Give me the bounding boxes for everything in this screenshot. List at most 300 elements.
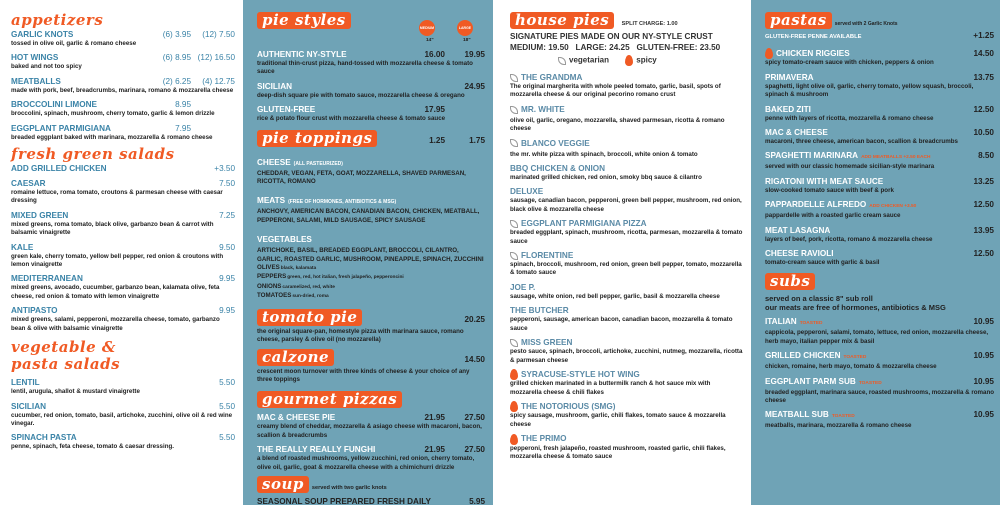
item-description: a blend of roasted mushrooms, yellow zucchini, red onion, cherry tomato, olive oil, garlic, goat & mozzarella cheese with a chimichurri drizzle: [257, 455, 475, 471]
item-description: chicken, romaine, herb mayo, tomato & mozzarella cheese: [765, 363, 937, 371]
item-name-text: SYRACUSE-STYLE HOT WING: [521, 369, 640, 379]
item-name: [11, 52, 147, 63]
pasta-item: [765, 127, 994, 146]
appetizer-item: [11, 52, 235, 71]
item-header: [11, 99, 235, 110]
item-name-text: EGGPLANT PARM SUB: [765, 376, 856, 386]
pasta-item: [765, 199, 994, 220]
house-pies-list: [510, 72, 743, 461]
item-description: lentil, arugula, shallot & mustard vinaigrette: [11, 388, 140, 396]
item-name-text: MEDITERRANEAN: [11, 274, 83, 284]
vegetables-label: VEGETABLES: [257, 235, 312, 245]
item-name-text: MEATBALL SUB: [765, 410, 829, 420]
item-header: [765, 225, 994, 236]
item-name-text: BAKED ZITI: [765, 104, 811, 114]
item-name: [257, 81, 405, 92]
item-name: [765, 350, 974, 363]
item-header: [11, 29, 235, 40]
item-description: sausage, canadian bacon, pepperoni, green bell pepper, mushroom, red onion, black olive & mozzarella cheese: [510, 197, 742, 213]
item-name: [510, 282, 743, 293]
item-name-text: THE GRANDMA: [521, 73, 583, 82]
appetizer-item: [11, 123, 235, 142]
item-header: [510, 282, 743, 293]
vegetarian-leaf-icon: [510, 220, 518, 228]
item-description: romaine lettuce, roma tomato, croutons & parmesan cheese with caesar dressing: [11, 189, 223, 205]
item-name: [510, 138, 743, 151]
item-price-p2: (12) 7.50: [202, 30, 235, 39]
item-name: [11, 401, 219, 412]
item-name: [11, 76, 147, 87]
large-size-label: 18": [463, 38, 471, 43]
salads-list: [11, 178, 235, 333]
column-pastas-subs: [751, 0, 1000, 505]
item-name: [510, 433, 743, 444]
item-header: [765, 248, 994, 259]
item-description: made with pork, beef, breadcrumbs, marinara, romano & mozzarella cheese: [11, 86, 234, 94]
item-name-text: BLANCO VEGGIE: [521, 138, 590, 148]
item-name: [11, 273, 219, 284]
pasta-item: [765, 225, 994, 244]
tomato-pie-price: 20.25: [464, 314, 485, 324]
onions-label: ONIONS: [257, 282, 282, 290]
item-header: [510, 305, 743, 316]
item-header: [11, 305, 235, 316]
vegetables-list: ARTICHOKE, BASIL, BREADED EGGPLANT, BROCCOLI, CILANTRO, GARLIC, ROASTED GARLIC, MUSHROOM, PINEAPPLE, SPINACH, ZUCCHINI: [257, 247, 484, 263]
item-description: penne, spinach, feta cheese, tomato & caesar dressing.: [11, 443, 174, 451]
pie-toppings-row: [257, 130, 485, 147]
item-name: [765, 316, 974, 329]
item-name: [510, 369, 743, 380]
item-header: [765, 127, 994, 138]
item-name: [765, 225, 974, 236]
item-name-text: HOT WINGS: [11, 53, 59, 63]
item-price-p2: 24.95: [464, 81, 485, 91]
salad-item: [11, 210, 235, 238]
vegetarian-legend: vegetarian: [569, 55, 610, 65]
item-name-text: SICILIAN: [257, 81, 293, 91]
item-description: broccolini, spinach, mushroom, cherry tomato, garlic & lemon drizzle: [11, 110, 215, 118]
item-price-price: 5.50: [219, 433, 235, 443]
item-name: [510, 72, 743, 83]
item-name-text: CAESAR: [11, 179, 46, 189]
item-description: marinated grilled chicken, red onion, smoky bbq sauce & cilantro: [510, 174, 702, 182]
item-price-price: 13.75: [973, 72, 994, 82]
item-name: [765, 72, 974, 83]
pie-style-item: [257, 49, 485, 77]
pasta-item: [765, 72, 994, 100]
appetizer-item: [11, 76, 235, 95]
item-tag: TOASTED: [843, 355, 867, 361]
item-name-text: EGGPLANT PARMIGIANA: [11, 123, 111, 133]
item-name: [510, 337, 743, 348]
vegetarian-leaf-icon: [558, 57, 566, 65]
item-name-text: THE PRIMO: [521, 434, 567, 444]
calzone-price: 14.50: [464, 354, 485, 364]
item-name-text: SPINACH PASTA: [11, 433, 77, 443]
house-pie-item: [510, 218, 743, 246]
item-name-text: BROCCOLINI LIMONE: [11, 100, 97, 110]
column-house-pies: [493, 0, 751, 505]
item-name: [765, 104, 974, 115]
item-name: [765, 48, 974, 59]
item-header: [11, 242, 235, 253]
item-price-p1: 16.00: [424, 50, 445, 59]
tomato-pie-heading: tomato pie: [257, 309, 362, 326]
veg-salad-item: [11, 377, 235, 396]
item-description: spaghetti, light olive oil, garlic, cherry tomato, yellow squash, broccoli, spinach & mushroom: [765, 82, 974, 99]
house-pie-item: [510, 282, 743, 301]
item-name: [510, 305, 743, 316]
add-chicken-label: ADD GRILLED CHICKEN: [11, 164, 107, 174]
item-header: [765, 48, 994, 59]
item-description: the mr. white pizza with spinach, broccoli, white onion & tomato: [510, 150, 698, 158]
spicy-flame-icon: [510, 369, 518, 380]
item-price-price: 10.95: [973, 317, 994, 327]
item-name-text: THE REALLY REALLY FUNGHI: [257, 445, 376, 455]
item-header: [11, 178, 235, 189]
house-pie-item: [510, 138, 743, 159]
item-name-text: MAC & CHEESE: [765, 127, 828, 137]
spicy-flame-icon: [510, 401, 518, 412]
house-pies-heading: house pies: [510, 12, 614, 29]
pastas-heading: pastas: [765, 12, 832, 29]
house-pie-item: [510, 337, 743, 365]
item-name-text: GARLIC KNOTS: [11, 30, 74, 39]
house-pie-item: [510, 401, 743, 429]
soup-row: [257, 496, 485, 505]
house-pies-subtitle: SIGNATURE PIES MADE ON OUR NY-STYLE CRUST: [510, 32, 713, 41]
item-name: [11, 377, 219, 388]
item-price-price: 10.50: [973, 127, 994, 137]
item-description: tomato-cream sauce with garlic & basil: [765, 258, 880, 266]
pasta-item: [765, 48, 994, 68]
vegetarian-leaf-icon: [510, 252, 518, 260]
sub-item: [765, 376, 994, 406]
item-price-price: 14.50: [973, 49, 994, 58]
item-name: [765, 176, 974, 187]
add-chicken-row: [11, 163, 235, 174]
item-header: [257, 81, 485, 92]
item-price-p2: (4) 12.75: [202, 76, 235, 86]
item-name-text: THE NOTORIOUS (SMG): [521, 402, 616, 412]
item-header: [510, 138, 743, 151]
item-name-text: RIGATONI WITH MEAT SAUCE: [765, 176, 884, 186]
gourmet-item: [257, 412, 485, 440]
item-name: [11, 99, 147, 110]
item-name: [765, 150, 978, 163]
calzone-row: [257, 349, 485, 366]
item-name: [257, 444, 405, 455]
item-name-text: BBQ CHICKEN & ONION: [510, 164, 606, 174]
pie-style-item: [257, 104, 485, 123]
item-description: penne with layers of ricotta, mozzarella & romano cheese: [765, 114, 934, 122]
item-description: tossed in olive oil, garlic & romano cheese: [11, 40, 137, 47]
item-price-price: 13.25: [973, 176, 994, 186]
item-description: pepperoni, sausage, american bacon, canadian bacon, mozzarella & tomato sauce: [510, 316, 733, 332]
item-tag: ADD CHICKEN +3.50: [869, 204, 917, 210]
item-price-p2: 27.50: [464, 445, 485, 455]
item-price-price: 8.50: [978, 151, 994, 161]
item-name-text: AUTHENTIC NY-STYLE: [257, 50, 347, 59]
pastas-list: [765, 48, 994, 267]
item-description: creamy blend of cheddar, mozzarella & asiago cheese with macaroni, bacon, scallion & breadcrumbs: [257, 423, 482, 439]
spicy-legend: spicy: [636, 55, 657, 65]
subs-intro1: served on a classic 8" sub roll: [765, 294, 873, 304]
item-description: mixed greens, roma tomato, black olive, garbanzo bean & carrot with balsamic vinaigrette: [11, 220, 214, 237]
item-tag: ADD MEATBALLS +2.50 EACH: [861, 155, 931, 161]
item-description: breaded eggplant, spinach, mushroom, ricotta, parmesan, mozzarella & tomato sauce: [510, 229, 743, 245]
item-price-price: 7.50: [219, 179, 235, 189]
item-name-text: MR. WHITE: [521, 104, 565, 114]
vegetarian-leaf-icon: [510, 106, 518, 114]
spicy-flame-icon: [625, 55, 633, 66]
item-name-text: MAC & CHEESE PIE: [257, 413, 336, 423]
sub-item: [765, 409, 994, 430]
item-description: meatballs, marinara, mozzarella & romano cheese: [765, 422, 912, 430]
split-charge: SPLIT CHARGE: 1.00: [621, 21, 678, 27]
vegetarian-leaf-icon: [510, 339, 518, 347]
topping-meats: [257, 190, 485, 225]
vegetarian-leaf-icon: [510, 139, 518, 147]
tomato-pie-row: [257, 309, 485, 326]
large-size-badge: LARGE: [457, 20, 473, 36]
salad-item: [11, 273, 235, 301]
item-price-p1: 7.95: [175, 123, 191, 133]
pasta-item: [765, 104, 994, 123]
item-name-text: GLUTEN-FREE: [257, 105, 316, 115]
house-pie-item: [510, 433, 743, 461]
item-header: [510, 104, 743, 117]
soup-price: 5.95: [469, 496, 485, 505]
item-name: [11, 305, 219, 316]
item-price-price: 7.25: [219, 210, 235, 220]
item-description: breaded eggplant, marinara sauce, roasted mushrooms, mozzarella & romano cheese: [765, 388, 995, 405]
item-header: [11, 210, 235, 221]
veg-salad-item: [11, 432, 235, 451]
item-header: [11, 401, 235, 412]
item-name-text: MIXED GREEN: [11, 210, 69, 220]
salad-item: [11, 242, 235, 270]
peppers-sub: green, red, hot italian, fresh jalapeño, pepperoncini: [287, 275, 404, 281]
item-price-p2: 27.50: [464, 413, 485, 423]
item-price-p1: (2) 6.25: [162, 76, 191, 86]
peppers-label: PEPPERS: [257, 273, 287, 281]
item-description: deep-dish square pie with tomato sauce, mozzarella cheese & oregano: [257, 91, 465, 99]
item-description: spicy tomato-cream sauce with chicken, peppers & onion: [765, 59, 934, 67]
item-description: sausage, white onion, red bell pepper, garlic, basil & mozzarella cheese: [510, 292, 720, 300]
item-description: traditional thin-crust pizza, hand-tossed with mozzarella cheese & tomato sauce: [257, 60, 473, 76]
item-description: pesto sauce, spinach, broccoli, artichoke, zucchini, nutmeg, mozzarella, ricotta & parmesan cheese: [510, 348, 743, 364]
veg-salads-list: [11, 377, 235, 452]
appetizer-item: [11, 29, 235, 48]
pastas-note: served with 2 Garlic Knots: [834, 21, 898, 27]
meats-note: (FREE OF HORMONES, ANTIBIOTICS & MSG): [288, 199, 397, 206]
item-description: spinach, broccoli, mushroom, red onion, green bell pepper, tomato, mozzarella & tomato sauce: [510, 261, 742, 277]
house-pie-item: [510, 72, 743, 100]
item-name: [510, 401, 743, 412]
item-name: [765, 376, 974, 389]
medium-size-badge: MEDIUM: [419, 20, 435, 36]
item-header: [765, 72, 994, 83]
item-header: [510, 337, 743, 348]
item-description: macaroni, three cheese, american bacon, scallion & breadcrumbs: [765, 137, 958, 145]
item-description: mixed greens, avocado, cucumber, garbanzo bean, kalamata olive, feta cheese, red onion & tomato with lemon vinaigrette: [11, 284, 220, 300]
item-header: [765, 199, 994, 212]
meats-list: ANCHOVY, AMERICAN BACON, CANADIAN BACON, CHICKEN, MEATBALL, PEPPERONI, SALAMI, MILD SAUSAGE, SPICY SAUSAGE: [257, 208, 480, 224]
sub-item: [765, 350, 994, 371]
pie-toppings-heading: pie toppings: [257, 130, 377, 147]
item-header: [510, 72, 743, 83]
gluten-free-row: [765, 30, 994, 43]
onions-sub: caramelized, red, white: [282, 284, 335, 290]
olives-sub: black, kalamata: [280, 266, 317, 272]
item-price-p2: 19.95: [464, 50, 485, 59]
item-description: spicy sausage, mushroom, garlic, chili flakes, tomato sauce & mozzarella cheese: [510, 412, 726, 428]
vegetarian-leaf-icon: [510, 74, 518, 82]
item-name: [11, 123, 147, 134]
tomatoes-sub: sun-dried, roma: [292, 294, 329, 300]
item-price-p1: 17.95: [424, 105, 445, 115]
tomato-pie-desc: the original square-pan, homestyle pizza with marinara sauce, romano cheese, parsley & olive oil (no mozzarella): [257, 327, 464, 344]
item-price-p2: (12) 16.50: [197, 53, 235, 63]
cheese-note: (ALL PASTEURIZED): [293, 160, 343, 167]
item-price-price: 10.95: [973, 351, 994, 361]
item-name-text: PRIMAVERA: [765, 72, 814, 82]
item-tag: TOASTED: [831, 414, 855, 420]
soup-name: SEASONAL SOUP PREPARED FRESH DAILY: [257, 496, 431, 505]
item-name-text: JOE P.: [510, 282, 536, 292]
item-header: [257, 49, 485, 60]
item-description: olive oil, garlic, oregano, mozzarella, shaved parmesan, ricotta & romano cheese: [510, 116, 725, 133]
item-price-price: 9.95: [219, 274, 235, 284]
item-header: [11, 377, 235, 388]
item-tag: TOASTED: [858, 380, 882, 386]
item-header: [510, 433, 743, 444]
column-pizza: [243, 0, 493, 505]
item-name-text: EGGPLANT PARMIGIANA PIZZA: [521, 219, 647, 229]
item-name-text: KALE: [11, 242, 34, 252]
item-header: [11, 273, 235, 284]
salad-item: [11, 178, 235, 206]
house-pie-item: [510, 369, 743, 397]
item-price-price: 9.50: [219, 242, 235, 252]
item-name: [257, 412, 405, 423]
house-pie-item: [510, 163, 743, 182]
item-description: grilled chicken marinated in a buttermilk ranch & hot sauce mix with mozzarella cheese & chili flakes: [510, 380, 711, 396]
subs-intro2: our meats are free of hormones, antibiotics & MSG: [765, 303, 946, 313]
item-name: [11, 432, 219, 443]
item-price-price: 9.95: [219, 306, 235, 316]
item-name: [765, 199, 974, 212]
item-description: green kale, cherry tomato, yellow bell pepper, red onion & croutons with lemon vinaigrette: [11, 252, 224, 269]
item-price-p1: 8.95: [175, 100, 191, 110]
item-name-text: SPAGHETTI MARINARA: [765, 151, 859, 161]
column-appetizers-salads: [0, 0, 243, 505]
item-name-text: CHEESE RAVIOLI: [765, 248, 834, 258]
item-header: [765, 176, 994, 187]
pasta-item: [765, 248, 994, 267]
salads-heading: fresh green salads: [11, 145, 175, 164]
item-description: cucumber, red onion, tomato, basil, artichoke, zucchini, olive oil & red wine vinegar.: [11, 411, 233, 427]
soup-heading: soup: [257, 476, 309, 493]
item-price-p1: (6) 8.95: [162, 53, 191, 63]
item-name-text: THE BUTCHER: [510, 306, 569, 316]
item-price-price: 13.95: [973, 225, 994, 235]
item-header: [510, 250, 743, 261]
gourmet-item: [257, 444, 485, 472]
veg-salad-item: [11, 401, 235, 429]
soup-section: [257, 476, 485, 494]
item-name-text: MEAT LASAGNA: [765, 225, 831, 235]
item-description: served with our classic homemade sicilian-style marinara: [765, 163, 935, 171]
item-header: [765, 350, 994, 363]
item-name-text: MISS GREEN: [521, 338, 573, 348]
item-name-text: DELUXE: [510, 187, 544, 197]
meats-label: MEATS: [257, 196, 286, 206]
item-header: [510, 401, 743, 412]
appetizers-list: [11, 29, 235, 142]
item-name: [510, 163, 743, 174]
cheese-label: CHEESE: [257, 157, 291, 167]
salad-item: [11, 305, 235, 333]
item-header: [257, 104, 485, 115]
medium-size-label: 14": [426, 38, 434, 43]
item-description: pepperoni, fresh jalapeño, roasted mushroom, roasted garlic, chili flakes, mozzarella cheese & tomato sauce: [510, 444, 726, 460]
item-name: [11, 210, 219, 221]
item-description: breaded eggplant baked with marinara, mozzarella & romano cheese: [11, 133, 213, 141]
item-name-text: FLORENTINE: [521, 251, 574, 261]
item-price-price: 12.50: [973, 248, 994, 258]
gluten-free-price: +1.25: [973, 31, 994, 40]
house-pies-sizes: MEDIUM: 19.50 LARGE: 24.25 GLUTEN-FREE: 23.50: [510, 43, 721, 52]
item-name-text: CHICKEN RIGGIES: [776, 49, 850, 58]
house-pie-item: [510, 186, 743, 214]
item-description: The original margherita with whole peeled tomato, garlic, basil, spots of mozzarella cheese & our original pecorino romano crust: [510, 83, 721, 99]
item-name: [510, 186, 743, 197]
item-price-price: 10.95: [973, 410, 994, 420]
topping-vegetables: [257, 229, 485, 301]
item-name-text: ANTIPASTO: [11, 306, 58, 316]
item-header: [257, 412, 485, 423]
cheese-list: CHEDDAR, VEGAN, FETA, GOAT, MOZZARELLA, SHAVED PARMESAN, RICOTTA, ROMANO: [257, 169, 466, 186]
veg-heading-line2: pasta salads: [11, 355, 121, 374]
pie-style-item: [257, 81, 485, 100]
item-description: layers of beef, pork, ricotta, romano & mozzarella cheese: [765, 235, 933, 243]
item-price-p1: (6) 3.95: [162, 30, 191, 39]
item-name: [257, 49, 405, 60]
item-price-price: 5.50: [219, 401, 235, 411]
item-description: rice & potato flour crust with mozzarella cheese & tomato sauce: [257, 115, 446, 123]
appetizers-heading: appetizers: [11, 11, 104, 29]
calzone-heading: calzone: [257, 349, 334, 366]
item-note: NO TOMATO SAUCE: [567, 107, 617, 114]
item-name: [510, 104, 743, 117]
item-header: [765, 376, 994, 389]
item-header: [765, 104, 994, 115]
item-description: mixed greens, salami, pepperoni, mozzarella cheese, tomato, garbanzo bean & olive with balsamic vinaigrette: [11, 316, 220, 332]
appetizer-item: [11, 99, 235, 118]
gluten-free-label: GLUTEN-FREE PENNE AVAILABLE: [765, 34, 862, 40]
item-header: [11, 52, 235, 63]
item-name: [11, 242, 219, 253]
item-tag: TOASTED: [799, 321, 823, 327]
item-header: [510, 369, 743, 380]
calzone-desc: crescent moon turnover with three kinds of cheese & your choice of any three toppings: [257, 367, 470, 383]
item-name-text: ITALIAN: [765, 317, 797, 327]
subs-heading: subs: [765, 273, 815, 290]
item-name: [765, 248, 974, 259]
item-name: [510, 250, 743, 261]
